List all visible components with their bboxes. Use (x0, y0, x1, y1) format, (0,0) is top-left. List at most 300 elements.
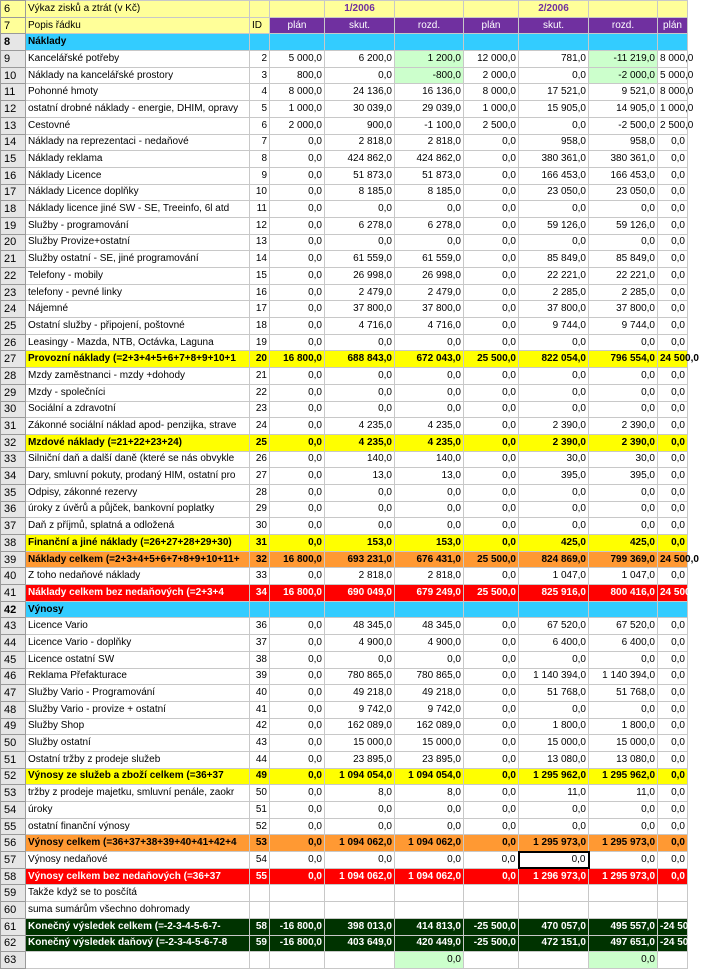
actual-value-cell[interactable]: 6 400,0 (519, 635, 589, 652)
actual-value-cell[interactable]: 24 136,0 (325, 84, 395, 101)
plan-value-cell[interactable]: 0,0 (464, 368, 519, 385)
diff-value-cell[interactable]: 0,0 (395, 401, 464, 418)
diff-value-cell[interactable]: 30,0 (589, 451, 658, 468)
plan-value-cell[interactable]: 0,0 (464, 301, 519, 318)
row-header[interactable]: 50 (1, 735, 26, 752)
plan-value-cell[interactable]: 12 000,0 (464, 51, 519, 68)
diff-value-cell[interactable]: 4 235,0 (395, 434, 464, 451)
row-id-cell[interactable]: 23 (250, 401, 270, 418)
row-id-cell[interactable]: 16 (250, 284, 270, 301)
plan-value-cell[interactable]: 800,0 (270, 67, 325, 84)
row-id-cell[interactable] (250, 885, 270, 902)
row-label-cell[interactable]: Ostatní služby - připojení, poštovné (26, 318, 250, 335)
row-header[interactable]: 27 (1, 351, 26, 368)
actual-value-cell[interactable]: 0,0 (325, 818, 395, 835)
actual-value-cell[interactable]: 0,0 (325, 852, 395, 869)
row-header[interactable]: 59 (1, 885, 26, 902)
row-id-cell[interactable]: 39 (250, 668, 270, 685)
actual-value-cell[interactable]: 30,0 (519, 451, 589, 468)
row-header[interactable]: 46 (1, 668, 26, 685)
row-label-cell[interactable]: Leasingy - Mazda, NTB, Octávka, Laguna (26, 334, 250, 351)
plan-value-cell[interactable]: 0,0 (658, 301, 688, 318)
row-header[interactable]: 44 (1, 635, 26, 652)
row-header[interactable]: 13 (1, 117, 26, 134)
diff-value-cell[interactable]: 0,0 (589, 952, 658, 969)
diff-value-cell[interactable]: 51 768,0 (589, 685, 658, 702)
diff-value-cell[interactable]: 11,0 (589, 785, 658, 802)
plan-value-cell[interactable]: 0,0 (270, 718, 325, 735)
diff-value-cell[interactable]: 0,0 (395, 802, 464, 819)
row-header[interactable]: 40 (1, 568, 26, 585)
actual-value-cell[interactable]: 153,0 (325, 535, 395, 552)
diff-value-cell[interactable]: 1 295 973,0 (589, 835, 658, 852)
plan-value-cell[interactable]: 0,0 (270, 651, 325, 668)
plan-value-cell[interactable]: 2 000,0 (270, 117, 325, 134)
row-id-cell[interactable]: 41 (250, 701, 270, 718)
row-label-cell[interactable]: Mzdy - společníci (26, 384, 250, 401)
plan-value-cell[interactable]: 0,0 (658, 835, 688, 852)
actual-value-cell[interactable]: 472 151,0 (519, 935, 589, 952)
diff-value-cell[interactable] (589, 601, 658, 618)
plan-value-cell[interactable]: 0,0 (658, 217, 688, 234)
row-header[interactable]: 19 (1, 217, 26, 234)
plan-value-cell[interactable]: 0,0 (658, 251, 688, 268)
plan-value-cell[interactable] (270, 34, 325, 51)
diff-value-cell[interactable]: 37 800,0 (395, 301, 464, 318)
diff-value-cell[interactable]: 0,0 (395, 384, 464, 401)
plan-value-cell[interactable]: 0,0 (270, 835, 325, 852)
plan-value-cell[interactable]: 0,0 (464, 535, 519, 552)
actual-value-cell[interactable]: 4 235,0 (325, 434, 395, 451)
diff-value-cell[interactable]: 2 479,0 (395, 284, 464, 301)
row-label-cell[interactable]: Cestovné (26, 117, 250, 134)
diff-value-cell[interactable]: 0,0 (589, 818, 658, 835)
plan-value-cell[interactable]: 0,0 (658, 368, 688, 385)
plan-value-cell[interactable]: 0,0 (658, 151, 688, 168)
row-id-cell[interactable]: 27 (250, 468, 270, 485)
row-id-cell[interactable] (250, 902, 270, 919)
plan-value-cell[interactable]: 0,0 (270, 751, 325, 768)
row-id-cell[interactable]: 51 (250, 802, 270, 819)
plan-value-cell[interactable]: 16 800,0 (270, 551, 325, 568)
actual-value-cell[interactable]: 0,0 (519, 518, 589, 535)
actual-value-cell[interactable]: 23 895,0 (325, 751, 395, 768)
actual-value-cell[interactable]: 780 865,0 (325, 668, 395, 685)
plan-value-cell[interactable]: 0,0 (464, 217, 519, 234)
row-label-cell[interactable]: Výnosy celkem bez nedaňových (=36+37 (26, 868, 250, 885)
actual-value-cell[interactable]: 403 649,0 (325, 935, 395, 952)
row-id-cell[interactable]: 11 (250, 201, 270, 218)
actual-value-cell[interactable]: 0,0 (519, 117, 589, 134)
actual-value-cell[interactable] (519, 952, 589, 969)
row-header[interactable]: 10 (1, 67, 26, 84)
actual-value-cell[interactable] (325, 902, 395, 919)
row-header[interactable]: 28 (1, 368, 26, 385)
actual-value-cell[interactable]: 4 235,0 (325, 418, 395, 435)
diff-value-cell[interactable] (589, 902, 658, 919)
actual-value-cell[interactable]: 9 744,0 (519, 318, 589, 335)
actual-value-cell[interactable]: 0,0 (519, 651, 589, 668)
plan-value-cell[interactable]: 0,0 (658, 701, 688, 718)
diff-value-cell[interactable] (395, 601, 464, 618)
actual-value-cell[interactable]: 1 094 054,0 (325, 768, 395, 785)
plan-value-cell[interactable]: 25 500,0 (464, 551, 519, 568)
plan-value-cell[interactable]: 0,0 (658, 434, 688, 451)
diff-value-cell[interactable]: 0,0 (589, 651, 658, 668)
plan-value-cell[interactable]: 0,0 (658, 568, 688, 585)
actual-value-cell[interactable] (325, 34, 395, 51)
plan-value-cell[interactable]: -16 800,0 (270, 935, 325, 952)
diff-value-cell[interactable]: 425,0 (589, 535, 658, 552)
plan-value-cell[interactable]: 0,0 (270, 768, 325, 785)
plan-value-cell[interactable]: 0,0 (270, 802, 325, 819)
plan-value-cell[interactable] (270, 902, 325, 919)
diff-value-cell[interactable]: 0,0 (395, 368, 464, 385)
row-label-cell[interactable]: Služby ostatní (26, 735, 250, 752)
actual-value-cell[interactable]: 0,0 (325, 501, 395, 518)
actual-value-cell[interactable]: 0,0 (325, 518, 395, 535)
diff-value-cell[interactable]: 1 140 394,0 (589, 668, 658, 685)
plan-value-cell[interactable]: 0,0 (658, 384, 688, 401)
row-header[interactable]: 47 (1, 685, 26, 702)
plan-value-cell[interactable]: 0,0 (464, 384, 519, 401)
diff-value-cell[interactable] (395, 34, 464, 51)
row-label-cell[interactable]: Náklady Licence doplňky (26, 184, 250, 201)
diff-value-cell[interactable] (589, 885, 658, 902)
plan-value-cell[interactable]: 0,0 (270, 368, 325, 385)
row-id-cell[interactable]: 24 (250, 418, 270, 435)
actual-value-cell[interactable]: 0,0 (325, 234, 395, 251)
diff-value-cell[interactable]: 61 559,0 (395, 251, 464, 268)
diff-value-cell[interactable]: 672 043,0 (395, 351, 464, 368)
actual-value-cell[interactable]: 0,0 (325, 802, 395, 819)
row-id-cell[interactable]: 34 (250, 585, 270, 602)
row-header[interactable]: 38 (1, 535, 26, 552)
plan-value-cell[interactable]: 0,0 (658, 718, 688, 735)
row-label-cell[interactable]: Telefony - mobily (26, 268, 250, 285)
plan-value-cell[interactable] (658, 885, 688, 902)
row-header[interactable]: 60 (1, 902, 26, 919)
diff-value-cell[interactable]: 14 905,0 (589, 101, 658, 118)
plan-value-cell[interactable]: 0,0 (464, 735, 519, 752)
column-header-plan[interactable]: plán (658, 17, 688, 34)
actual-value-cell[interactable]: 1 296 973,0 (519, 868, 589, 885)
actual-value-cell[interactable]: 395,0 (519, 468, 589, 485)
plan-value-cell[interactable]: 0,0 (270, 167, 325, 184)
diff-value-cell[interactable]: 1 800,0 (589, 718, 658, 735)
row-id-cell[interactable]: 33 (250, 568, 270, 585)
diff-value-cell[interactable]: 958,0 (589, 134, 658, 151)
column-header-plan[interactable]: plán (464, 17, 519, 34)
row-id-cell[interactable]: 9 (250, 167, 270, 184)
row-header[interactable]: 49 (1, 718, 26, 735)
diff-value-cell[interactable]: 0,0 (395, 952, 464, 969)
plan-value-cell[interactable]: 0,0 (270, 234, 325, 251)
actual-value-cell[interactable]: 140,0 (325, 451, 395, 468)
row-header[interactable]: 43 (1, 618, 26, 635)
row-label-cell[interactable]: Nájemné (26, 301, 250, 318)
diff-value-cell[interactable]: 9 742,0 (395, 701, 464, 718)
row-label-cell[interactable]: Náklady Licence (26, 167, 250, 184)
plan-value-cell[interactable]: 0,0 (270, 501, 325, 518)
row-label-cell[interactable]: telefony - pevné linky (26, 284, 250, 301)
diff-value-cell[interactable]: 800 416,0 (589, 585, 658, 602)
plan-value-cell[interactable] (464, 885, 519, 902)
row-id-cell[interactable]: 5 (250, 101, 270, 118)
actual-value-cell[interactable]: 425,0 (519, 535, 589, 552)
row-header[interactable]: 32 (1, 434, 26, 451)
cell[interactable] (464, 1, 519, 18)
diff-value-cell[interactable]: 59 126,0 (589, 217, 658, 234)
plan-value-cell[interactable]: 0,0 (464, 768, 519, 785)
actual-value-cell[interactable]: 0,0 (325, 484, 395, 501)
row-label-cell[interactable]: ostatní drobné náklady - energie, DHIM, opravy (26, 101, 250, 118)
row-label-cell[interactable]: Služby Vario - provize + ostatní (26, 701, 250, 718)
row-id-cell[interactable]: 53 (250, 835, 270, 852)
row-header[interactable]: 7 (1, 17, 26, 34)
plan-value-cell[interactable]: 0,0 (464, 818, 519, 835)
row-header[interactable]: 23 (1, 284, 26, 301)
row-label-cell[interactable]: Výnosy (26, 601, 250, 618)
row-label-cell[interactable]: Licence ostatní SW (26, 651, 250, 668)
plan-value-cell[interactable]: 24 500,0 (658, 551, 688, 568)
row-id-cell[interactable]: 32 (250, 551, 270, 568)
plan-value-cell[interactable]: 0,0 (270, 384, 325, 401)
row-id-cell[interactable]: 49 (250, 768, 270, 785)
plan-value-cell[interactable]: -24 500,0 (658, 918, 688, 935)
actual-value-cell[interactable]: 15 000,0 (519, 735, 589, 752)
diff-value-cell[interactable]: 4 716,0 (395, 318, 464, 335)
plan-value-cell[interactable]: 0,0 (464, 685, 519, 702)
row-label-cell[interactable]: Náklady celkem bez nedaňových (=2+3+4 (26, 585, 250, 602)
actual-value-cell[interactable]: 17 521,0 (519, 84, 589, 101)
plan-value-cell[interactable]: 0,0 (270, 318, 325, 335)
row-header[interactable]: 12 (1, 101, 26, 118)
row-label-cell[interactable]: Dary, smluvní pokuty, prodaný HIM, ostatní pro (26, 468, 250, 485)
diff-value-cell[interactable] (589, 34, 658, 51)
plan-value-cell[interactable]: 2 500,0 (464, 117, 519, 134)
actual-value-cell[interactable]: 4 900,0 (325, 635, 395, 652)
actual-value-cell[interactable]: 690 049,0 (325, 585, 395, 602)
row-label-cell[interactable]: Daň z příjmů, splatná a odložená (26, 518, 250, 535)
cell[interactable] (250, 1, 270, 18)
diff-value-cell[interactable]: 799 369,0 (589, 551, 658, 568)
plan-value-cell[interactable] (270, 601, 325, 618)
plan-value-cell[interactable]: 0,0 (658, 785, 688, 802)
actual-value-cell[interactable]: 2 479,0 (325, 284, 395, 301)
row-id-cell[interactable]: 54 (250, 852, 270, 869)
actual-value-cell[interactable]: 0,0 (519, 401, 589, 418)
actual-value-cell[interactable]: 15 000,0 (325, 735, 395, 752)
plan-value-cell[interactable]: 0,0 (270, 484, 325, 501)
row-header[interactable]: 20 (1, 234, 26, 251)
diff-value-cell[interactable]: 676 431,0 (395, 551, 464, 568)
row-label-cell[interactable]: Výnosy celkem (=36+37+38+39+40+41+42+4 (26, 835, 250, 852)
actual-value-cell[interactable]: 822 054,0 (519, 351, 589, 368)
diff-value-cell[interactable]: 0,0 (395, 818, 464, 835)
row-label-cell[interactable]: Služby ostatní - SE, jiné programování (26, 251, 250, 268)
row-header[interactable]: 26 (1, 334, 26, 351)
plan-value-cell[interactable]: 0,0 (464, 401, 519, 418)
row-label-cell[interactable]: ostatní finanční výnosy (26, 818, 250, 835)
diff-value-cell[interactable]: 0,0 (589, 501, 658, 518)
plan-value-cell[interactable]: -25 500,0 (464, 935, 519, 952)
report-title[interactable]: Výkaz zisků a ztrát (v Kč) (26, 1, 250, 18)
plan-value-cell[interactable]: 0,0 (270, 301, 325, 318)
actual-value-cell[interactable] (519, 601, 589, 618)
row-id-cell[interactable]: 21 (250, 368, 270, 385)
actual-value-cell[interactable]: 166 453,0 (519, 167, 589, 184)
diff-value-cell[interactable]: 1 094 062,0 (395, 868, 464, 885)
plan-value-cell[interactable]: 8 000,0 (270, 84, 325, 101)
diff-value-cell[interactable]: 9 744,0 (589, 318, 658, 335)
plan-value-cell[interactable]: 0,0 (270, 334, 325, 351)
row-header[interactable]: 37 (1, 518, 26, 535)
actual-value-cell[interactable]: 0,0 (519, 384, 589, 401)
plan-value-cell[interactable]: 0,0 (464, 184, 519, 201)
plan-value-cell[interactable]: 0,0 (270, 868, 325, 885)
row-id-cell[interactable]: 10 (250, 184, 270, 201)
plan-value-cell[interactable]: 0,0 (658, 334, 688, 351)
plan-value-cell[interactable] (464, 34, 519, 51)
row-id-cell[interactable]: 12 (250, 217, 270, 234)
diff-value-cell[interactable]: 2 818,0 (395, 568, 464, 585)
actual-value-cell[interactable]: 2 390,0 (519, 434, 589, 451)
row-id-cell[interactable]: 13 (250, 234, 270, 251)
row-label-cell[interactable]: Konečný výsledek daňový (=-2-3-4-5-6-7-8 (26, 935, 250, 952)
row-header[interactable]: 48 (1, 701, 26, 718)
column-header-diff[interactable]: rozd. (589, 17, 658, 34)
actual-value-cell[interactable]: 13,0 (325, 468, 395, 485)
actual-value-cell[interactable]: 1 094 062,0 (325, 868, 395, 885)
diff-value-cell[interactable]: 16 136,0 (395, 84, 464, 101)
row-label-cell[interactable]: Výnosy ze služeb a zboží celkem (=36+37 (26, 768, 250, 785)
plan-value-cell[interactable]: 1 000,0 (270, 101, 325, 118)
actual-value-cell[interactable]: 2 818,0 (325, 568, 395, 585)
row-header[interactable]: 39 (1, 551, 26, 568)
row-id-cell[interactable]: 2 (250, 51, 270, 68)
plan-value-cell[interactable]: -16 800,0 (270, 918, 325, 935)
plan-value-cell[interactable]: 1 000,0 (464, 101, 519, 118)
diff-value-cell[interactable]: 13 080,0 (589, 751, 658, 768)
plan-value-cell[interactable]: 0,0 (658, 468, 688, 485)
actual-value-cell[interactable]: 48 345,0 (325, 618, 395, 635)
diff-value-cell[interactable]: 0,0 (589, 234, 658, 251)
period-label-1[interactable]: 1/2006 (325, 1, 395, 18)
column-header-label[interactable]: Popis řádku (26, 17, 250, 34)
row-id-cell[interactable]: 50 (250, 785, 270, 802)
actual-value-cell[interactable]: 0,0 (325, 651, 395, 668)
row-label-cell[interactable]: suma sumárům všechno dohromady (26, 902, 250, 919)
plan-value-cell[interactable]: 0,0 (464, 284, 519, 301)
plan-value-cell[interactable]: 0,0 (658, 635, 688, 652)
plan-value-cell[interactable] (270, 885, 325, 902)
row-id-cell[interactable]: 17 (250, 301, 270, 318)
actual-value-cell[interactable]: 51 873,0 (325, 167, 395, 184)
row-header[interactable]: 24 (1, 301, 26, 318)
row-label-cell[interactable]: Reklama Přefakturace (26, 668, 250, 685)
diff-value-cell[interactable]: 1 295 962,0 (589, 768, 658, 785)
actual-value-cell[interactable]: 37 800,0 (325, 301, 395, 318)
plan-value-cell[interactable] (658, 34, 688, 51)
diff-value-cell[interactable]: 1 047,0 (589, 568, 658, 585)
plan-value-cell[interactable]: 0,0 (658, 234, 688, 251)
plan-value-cell[interactable]: 0,0 (464, 568, 519, 585)
row-id-cell[interactable]: 30 (250, 518, 270, 535)
actual-value-cell[interactable]: 22 221,0 (519, 268, 589, 285)
diff-value-cell[interactable]: 0,0 (395, 501, 464, 518)
plan-value-cell[interactable]: 0,0 (464, 668, 519, 685)
plan-value-cell[interactable]: 0,0 (658, 184, 688, 201)
plan-value-cell[interactable]: 0,0 (270, 434, 325, 451)
actual-value-cell[interactable]: 0,0 (519, 234, 589, 251)
row-id-cell[interactable]: 18 (250, 318, 270, 335)
row-header[interactable]: 25 (1, 318, 26, 335)
column-header-actual[interactable]: skut. (519, 17, 589, 34)
actual-value-cell[interactable]: 0,0 (325, 201, 395, 218)
actual-value-cell[interactable]: 26 998,0 (325, 268, 395, 285)
actual-value-cell[interactable]: 398 013,0 (325, 918, 395, 935)
plan-value-cell[interactable]: 0,0 (270, 535, 325, 552)
row-header[interactable]: 56 (1, 835, 26, 852)
row-id-cell[interactable]: 6 (250, 117, 270, 134)
row-id-cell[interactable]: 42 (250, 718, 270, 735)
plan-value-cell[interactable]: 0,0 (464, 434, 519, 451)
plan-value-cell[interactable]: 25 500,0 (464, 351, 519, 368)
diff-value-cell[interactable]: 0,0 (589, 852, 658, 869)
actual-value-cell[interactable]: 0,0 (325, 401, 395, 418)
plan-value-cell[interactable]: 0,0 (464, 251, 519, 268)
row-id-cell[interactable]: 15 (250, 268, 270, 285)
row-label-cell[interactable]: Licence Vario - doplňky (26, 635, 250, 652)
plan-value-cell[interactable]: 0,0 (464, 334, 519, 351)
plan-value-cell[interactable]: 0,0 (658, 484, 688, 501)
row-label-cell[interactable]: úroky z úvěrů a půjček, bankovní poplatky (26, 501, 250, 518)
plan-value-cell[interactable]: 0,0 (270, 468, 325, 485)
actual-value-cell[interactable]: 162 089,0 (325, 718, 395, 735)
diff-value-cell[interactable]: 9 521,0 (589, 84, 658, 101)
actual-value-cell[interactable]: 0,0 (325, 384, 395, 401)
row-header[interactable]: 16 (1, 167, 26, 184)
row-label-cell[interactable]: Výnosy nedaňové (26, 852, 250, 869)
diff-value-cell[interactable]: 1 295 973,0 (589, 868, 658, 885)
actual-value-cell[interactable]: 470 057,0 (519, 918, 589, 935)
actual-value-cell[interactable]: 8,0 (325, 785, 395, 802)
actual-value-cell[interactable]: 380 361,0 (519, 151, 589, 168)
diff-value-cell[interactable] (395, 885, 464, 902)
diff-value-cell[interactable]: 15 000,0 (589, 735, 658, 752)
plan-value-cell[interactable]: 0,0 (658, 167, 688, 184)
row-label-cell[interactable]: Odpisy, zákonné rezervy (26, 484, 250, 501)
actual-value-cell[interactable]: 1 295 973,0 (519, 835, 589, 852)
row-id-cell[interactable]: 8 (250, 151, 270, 168)
row-id-cell[interactable]: 14 (250, 251, 270, 268)
plan-value-cell[interactable]: 0,0 (464, 484, 519, 501)
actual-value-cell[interactable]: 424 862,0 (325, 151, 395, 168)
diff-value-cell[interactable]: -1 100,0 (395, 117, 464, 134)
row-header[interactable]: 18 (1, 201, 26, 218)
diff-value-cell[interactable]: 0,0 (589, 384, 658, 401)
row-label-cell[interactable]: Náklady reklama (26, 151, 250, 168)
diff-value-cell[interactable]: 2 818,0 (395, 134, 464, 151)
diff-value-cell[interactable]: 0,0 (589, 484, 658, 501)
diff-value-cell[interactable]: 51 873,0 (395, 167, 464, 184)
diff-value-cell[interactable]: 153,0 (395, 535, 464, 552)
row-header[interactable]: 55 (1, 818, 26, 835)
row-id-cell[interactable]: 31 (250, 535, 270, 552)
diff-value-cell[interactable]: 13,0 (395, 468, 464, 485)
plan-value-cell[interactable]: 0,0 (658, 284, 688, 301)
